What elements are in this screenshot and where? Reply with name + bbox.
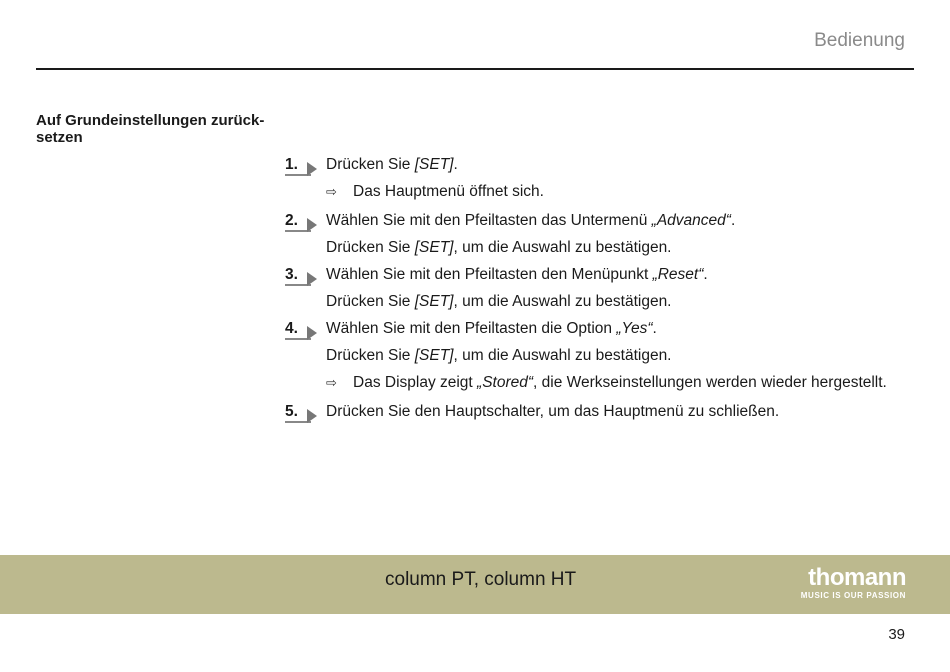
step-4 xyxy=(285,318,925,399)
brand-name: thomann xyxy=(808,564,906,591)
step-number: 1. xyxy=(285,156,298,173)
step-line: Drücken Sie [SET], um die Auswahl zu bestätigen. xyxy=(326,347,672,364)
result-arrow-icon: ⇨ xyxy=(326,184,337,199)
header-divider xyxy=(36,68,914,70)
step-arrow-icon xyxy=(307,272,317,286)
instruction-steps xyxy=(285,154,925,428)
step-2 xyxy=(285,210,925,264)
step-arrow-icon xyxy=(307,218,317,232)
step-arrow-icon xyxy=(307,326,317,340)
step-line: Wählen Sie mit den Pfeiltasten den Menüpunkt „Reset“. xyxy=(326,266,708,283)
step-line: Wählen Sie mit den Pfeiltasten das Untermenü „Advanced“. xyxy=(326,212,736,229)
step-number: 5. xyxy=(285,403,298,420)
step-1 xyxy=(285,154,925,208)
result-arrow-icon: ⇨ xyxy=(326,375,337,390)
step-result: ⇨ Das Hauptmenü öffnet sich. xyxy=(285,181,925,208)
step-number: 4. xyxy=(285,320,298,337)
step-line: Wählen Sie mit den Pfeiltasten die Option „Yes“. xyxy=(326,320,657,337)
step-number-marker xyxy=(285,154,319,178)
footer-band xyxy=(0,555,950,614)
step-number: 3. xyxy=(285,266,298,283)
brand-logo xyxy=(786,565,906,601)
page-number: 39 xyxy=(888,626,905,643)
step-line: Drücken Sie [SET], um die Auswahl zu bestätigen. xyxy=(326,293,672,310)
step-number-marker xyxy=(285,318,319,342)
step-5 xyxy=(285,401,925,428)
step-number-marker xyxy=(285,264,319,288)
step-number-marker xyxy=(285,210,319,234)
step-arrow-icon xyxy=(307,409,317,423)
footer-text: column PT, column HT xyxy=(385,569,577,590)
step-line: Drücken Sie [SET]. xyxy=(326,156,458,173)
step-line: Drücken Sie den Hauptschalter, um das Hauptmenü zu schließen. xyxy=(326,403,780,420)
step-line: Drücken Sie [SET], um die Auswahl zu bestätigen. xyxy=(326,239,672,256)
step-arrow-icon xyxy=(307,162,317,176)
brand-tagline: MUSIC IS OUR PASSION xyxy=(800,591,906,600)
step-number: 2. xyxy=(285,212,298,229)
step-3 xyxy=(285,264,925,318)
section-title: Bedienung xyxy=(814,30,905,51)
section-heading: Auf Grundeinstellungen zurück-setzen xyxy=(36,112,265,146)
step-number-marker xyxy=(285,401,319,425)
step-result: ⇨ Das Display zeigt „Stored“, die Werkseinstellungen werden wieder hergestellt. xyxy=(285,372,925,399)
